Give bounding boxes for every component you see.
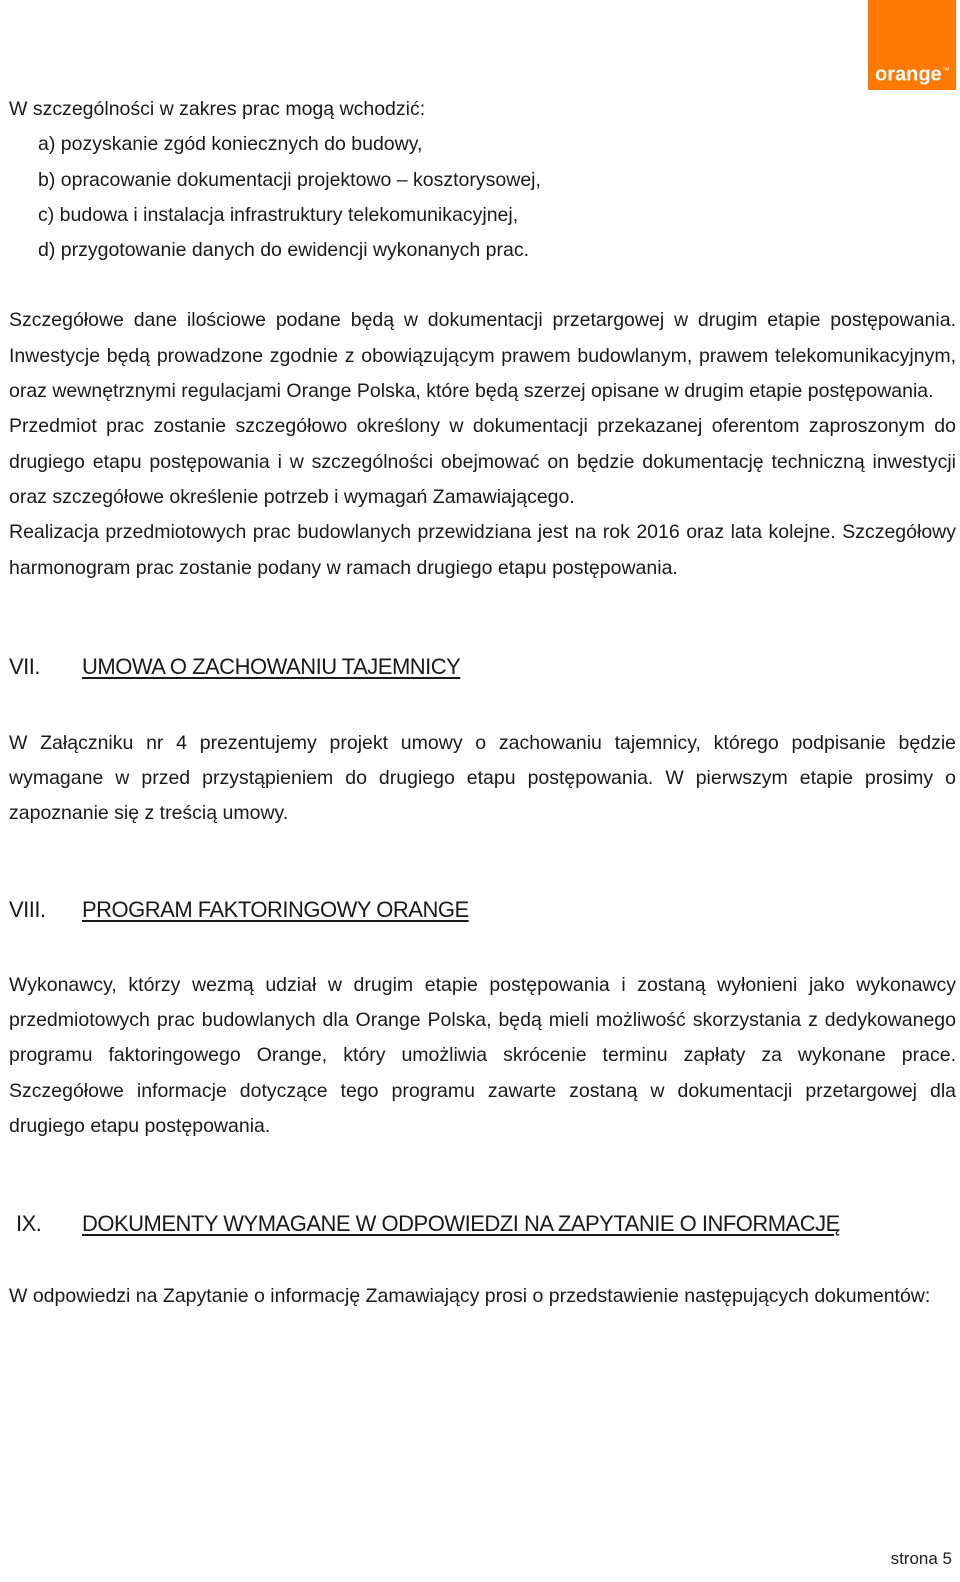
section-title: UMOWA O ZACHOWANIU TAJEMNICY: [82, 653, 461, 679]
section-heading-ix: [9, 1207, 956, 1241]
page-number: strona 5: [890, 1549, 952, 1568]
section-title: PROGRAM FAKTORINGOWY ORANGE: [82, 896, 469, 922]
logo-text: orange: [875, 64, 942, 86]
section-title: DOKUMENTY WYMAGANE W ODPOWIEDZI NA ZAPYTANIE O INFORMACJĘ: [82, 1211, 840, 1237]
orange-logo: [868, 0, 956, 90]
list-item: c) budowa i instalacja infrastruktury telekomunikacyjnej,: [38, 203, 519, 226]
intro-lead: W szczególności w zakres prac mogą wchodzić:: [9, 98, 426, 120]
paragraph-quantity-details: Szczegółowe dane ilościowe podane będą w dokumentacji przetargowej w drugim etapie postępowania. Inwestycje będą prowadzone zgodnie z obowiązującym prawem budowlanym, prawem telekomunikacyjnym, oraz wewnętrznymi regulacjami Orange Polska, które będą szerzej opisane w drugim etapie postępowania.: [9, 309, 956, 403]
section-number: VIII.: [9, 896, 46, 922]
section-number: IX.: [16, 1211, 42, 1237]
section-heading-vii: [9, 650, 956, 684]
section-viii-body: Wykonawcy, którzy wezmą udział w drugim etapie postępowania i zostaną wyłonieni jako wykonawcy przedmiotowych prac budowlanych dla Orange Polska, będą mieli możliwość skorzystania z dedykowanego programu faktoringowego Orange, który umożliwia skrócenie terminu zapłaty za wykonane prace. Szczegółowe informacje dotyczące tego programu zawarte zostaną w dokumentacji przetargowej dla drugiego etapu postępowania.: [9, 973, 956, 1137]
list-item: d) przygotowanie danych do ewidencji wykonanych prac.: [38, 239, 530, 262]
list-item: b) opracowanie dokumentacji projektowo – kosztorysowej,: [38, 168, 541, 191]
section-number: VII.: [9, 653, 41, 679]
section-ix-body: W odpowiedzi na Zapytanie o informację Zamawiający prosi o przedstawienie następujących dokumentów:: [9, 1285, 931, 1308]
paragraph-schedule: Realizacja przedmiotowych prac budowlanych przewidziana jest na rok 2016 oraz lata kolejne. Szczegółowy harmonogram prac zostanie podany w ramach drugiego etapu postępowania.: [9, 521, 956, 579]
scope-list: [9, 127, 956, 268]
section-vii-body: W Załączniku nr 4 prezentujemy projekt umowy o zachowaniu tajemnicy, którego podpisanie będzie wymagane w przed przystąpieniem do drugiego etapu postępowania. W pierwszym etapie prosimy o zapoznanie się z treścią umowy.: [9, 731, 956, 825]
trademark-mark: ™: [941, 66, 950, 76]
section-heading-viii: [9, 893, 956, 927]
paragraph-subject-of-work: Przedmiot prac zostanie szczegółowo określony w dokumentacji przekazanej oferentom zaproszonym do drugiego etapu postępowania i w szczególności obejmować on będzie dokumentację techniczną inwestycji oraz szczegółowe określenie potrzeb i wymagań Zamawiającego.: [9, 415, 956, 508]
document-body: [9, 92, 956, 1315]
list-item: a) pozyskanie zgód koniecznych do budowy,: [38, 133, 423, 156]
